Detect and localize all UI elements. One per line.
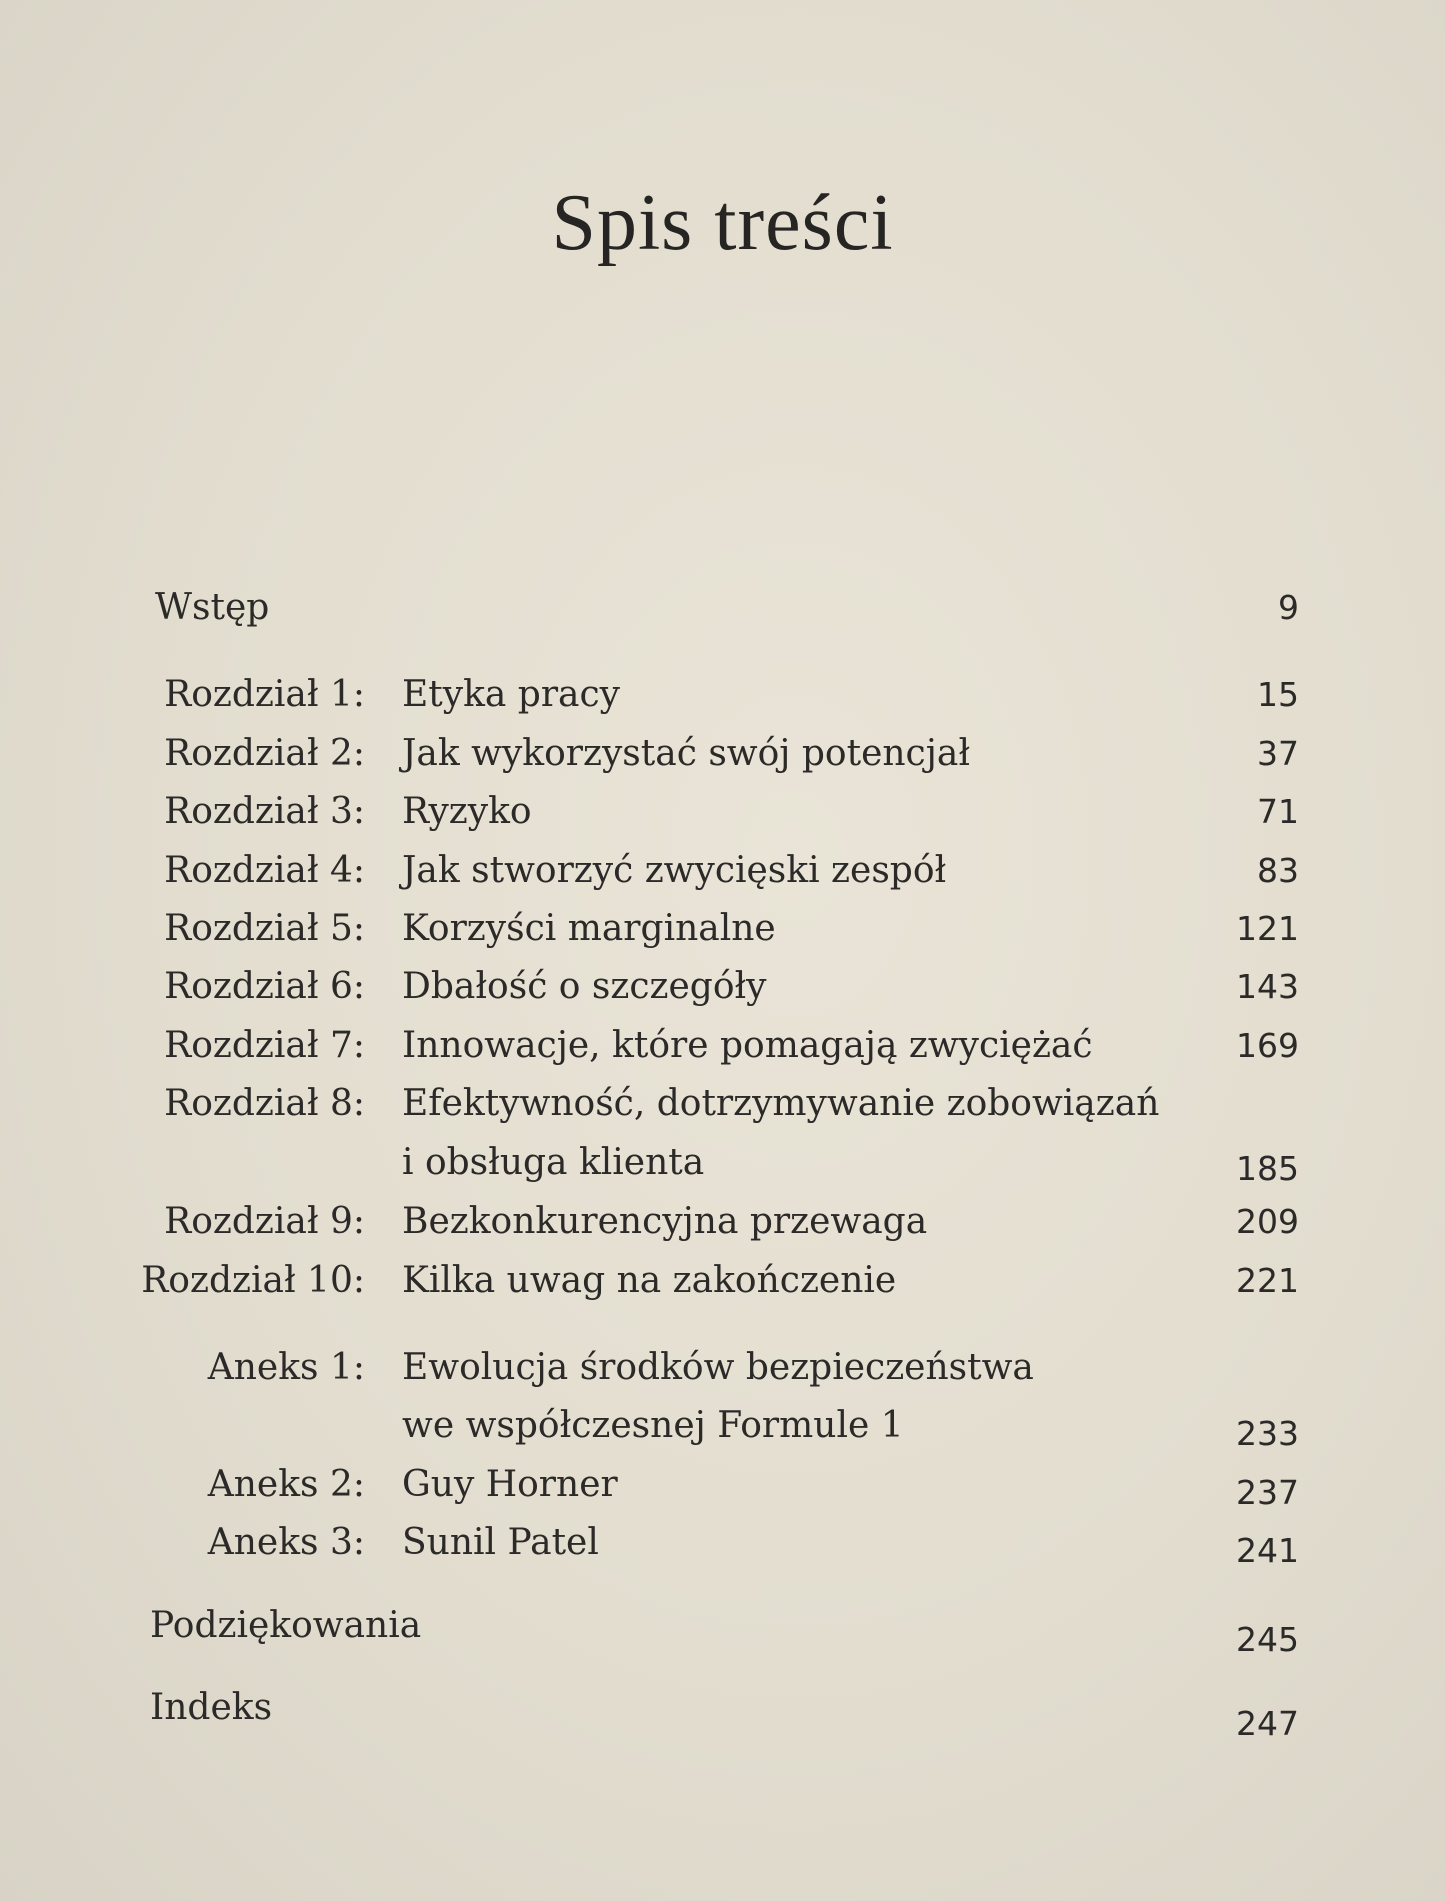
- toc-chapter-label: Rozdział 3:: [164, 791, 365, 832]
- toc-chapter-title: Jak stworzyć zwycięski zespół: [402, 850, 947, 891]
- toc-chapter-title: Ryzyko: [402, 791, 532, 832]
- toc-page-number: 9: [1278, 588, 1299, 627]
- toc-chapter-label: Rozdział 5:: [164, 908, 365, 949]
- toc-chapter-title: Kilka uwag na zakończenie: [402, 1260, 897, 1301]
- toc-entry-chapter-8[interactable]: [0, 1074, 1445, 1134]
- toc-annex-label: Aneks 3:: [207, 1522, 365, 1563]
- toc-chapter-label: Rozdział 2:: [164, 733, 365, 774]
- toc-page-number: 233: [1236, 1414, 1299, 1453]
- toc-page-number: 121: [1236, 909, 1299, 948]
- toc-annex-title: Ewolucja środków bezpieczeństwa: [402, 1347, 1034, 1388]
- toc-page-number: 71: [1257, 792, 1299, 831]
- toc-chapter-title: Korzyści marginalne: [402, 908, 776, 949]
- toc-chapter-label: Rozdział 4:: [164, 850, 365, 891]
- page-title: Spis treści: [551, 179, 894, 267]
- toc-entry-chapter-9[interactable]: [0, 1192, 1445, 1252]
- toc-entry-chapter-6[interactable]: [0, 957, 1445, 1017]
- toc-page-number: 15: [1257, 675, 1299, 714]
- toc-chapter-label: Rozdział 6:: [164, 966, 365, 1007]
- toc-annex-title-line2: we współczesnej Formule 1: [402, 1405, 904, 1446]
- toc-entry-index[interactable]: [0, 1678, 1445, 1743]
- toc-chapter-title-line2: i obsługa klienta: [402, 1142, 705, 1183]
- toc-chapter-label: Rozdział 9:: [164, 1201, 365, 1242]
- toc-entry-annex-1[interactable]: [0, 1338, 1445, 1398]
- toc-entry-annex-1-continued[interactable]: [0, 1396, 1445, 1456]
- toc-chapter-label: Rozdział 8:: [164, 1083, 365, 1124]
- toc-entry-annex-2[interactable]: [0, 1455, 1445, 1515]
- toc-chapter-title: Efektywność, dotrzymywanie zobowiązań: [402, 1083, 1160, 1124]
- toc-chapter-title: Bezkonkurencyjna przewaga: [402, 1201, 928, 1242]
- toc-entry-chapter-7[interactable]: [0, 1016, 1445, 1076]
- toc-annex-title: Guy Horner: [402, 1464, 618, 1505]
- toc-entry-chapter-2[interactable]: [0, 724, 1445, 784]
- toc-entry-intro[interactable]: [0, 578, 1445, 638]
- toc-annex-title: Sunil Patel: [402, 1522, 599, 1563]
- toc-page-number: 237: [1236, 1473, 1299, 1512]
- toc-chapter-title: Etyka pracy: [402, 674, 621, 715]
- toc-annex-label: Aneks 2:: [207, 1464, 365, 1505]
- toc-page-number: 169: [1236, 1026, 1299, 1065]
- toc-page-number: 241: [1236, 1531, 1299, 1570]
- toc-entry-acknowledgements[interactable]: [0, 1596, 1445, 1659]
- toc-page-number: 247: [1236, 1704, 1299, 1743]
- toc-chapter-label: Rozdział 10:: [141, 1260, 365, 1301]
- toc-page-number: 37: [1257, 734, 1299, 773]
- toc-entry-chapter-1[interactable]: [0, 665, 1445, 725]
- toc-chapter-label: Rozdział 1:: [164, 674, 365, 715]
- toc-page-number: 221: [1236, 1261, 1299, 1300]
- toc-chapter-title: Dbałość o szczegóły: [402, 966, 767, 1007]
- toc-entry-chapter-3[interactable]: [0, 782, 1445, 842]
- toc-entry-title: Podziękowania: [150, 1605, 422, 1646]
- toc-page-number: 245: [1236, 1620, 1299, 1659]
- toc-page-number: 185: [1236, 1149, 1299, 1188]
- toc-entry-title: Wstęp: [155, 587, 270, 628]
- toc-entry-title: Indeks: [150, 1687, 273, 1728]
- toc-chapter-label: Rozdział 7:: [164, 1025, 365, 1066]
- toc-page-number: 209: [1236, 1202, 1299, 1241]
- toc-entry-chapter-4[interactable]: [0, 841, 1445, 901]
- toc-entry-chapter-10[interactable]: [0, 1251, 1445, 1311]
- toc-chapter-title: Innowacje, które pomagają zwyciężać: [402, 1025, 1093, 1066]
- toc-entry-annex-3[interactable]: [0, 1513, 1445, 1573]
- toc-entry-chapter-5[interactable]: [0, 899, 1445, 959]
- toc-chapter-title: Jak wykorzystać swój potencjał: [402, 733, 971, 774]
- toc-entry-chapter-8-continued[interactable]: [0, 1133, 1445, 1193]
- toc-annex-label: Aneks 1:: [207, 1347, 365, 1388]
- toc-page-number: 143: [1236, 967, 1299, 1006]
- toc-page-number: 83: [1257, 851, 1299, 890]
